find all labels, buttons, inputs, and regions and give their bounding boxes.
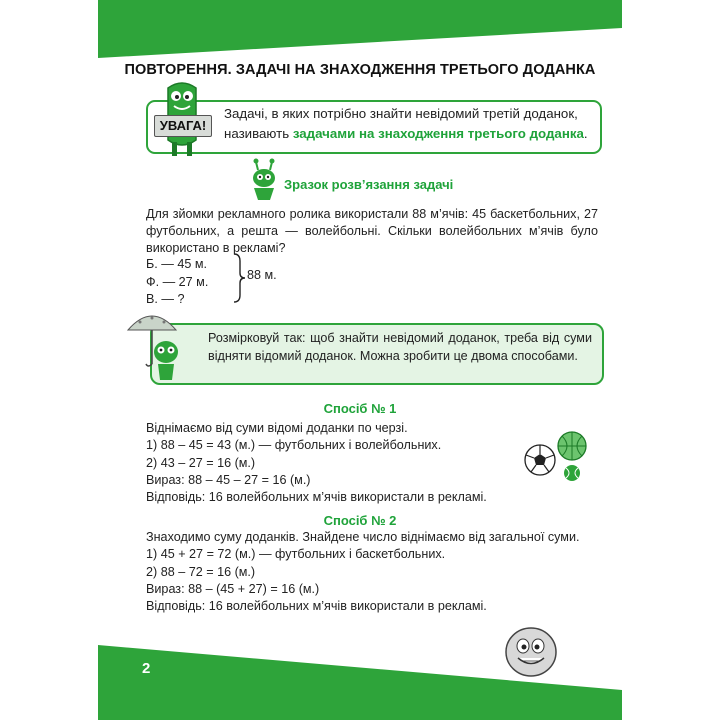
page-number: 2: [142, 660, 151, 677]
page-title: ПОВТОРЕННЯ. ЗАДАЧІ НА ЗНАХОДЖЕННЯ ТРЕТЬОГО ДОДАНКА: [124, 62, 596, 78]
solution-line: 1) 45 + 27 = 72 (м.) — футбольних і баскетбольних.: [146, 547, 446, 562]
mascot-icon: [248, 158, 280, 202]
solution-line: 1) 88 – 45 = 43 (м.) — футбольних і волейбольних.: [146, 438, 442, 453]
sample-title: Зразок розв’язання задачі: [284, 177, 454, 192]
basketball-icon: [558, 432, 586, 460]
short-record-line: Ф. — 27 м.: [146, 274, 209, 289]
short-record-total: 88 м.: [247, 268, 277, 282]
problem-text: Для зйомки рекламного ролика використали 88 м’ячів: 45 баскетбольних, 27 футбольних, а решта — волейбольні. Скільки волейбольних м’ячів було використано в рекламі?: [146, 207, 598, 255]
attention-text: [224, 104, 594, 144]
attention-badge: УВАГА!: [154, 115, 212, 137]
soccer-ball-icon: [525, 445, 555, 475]
attention-text-part: Задачі, в яких потрібно знайти невідомий третій доданок, називають: [224, 106, 578, 141]
solution-line: Вираз: 88 – (45 + 27) = 16 (м.): [146, 581, 320, 596]
solution-line: Віднімаємо від суми відомі доданки по черзі.: [146, 421, 408, 435]
way2-solution: [146, 529, 598, 615]
solution-intro: Знаходимо суму доданків. Знайдене число віднімаємо від загальної суми.: [146, 530, 580, 544]
solution-line: 2) 88 – 72 = 16 (м.): [146, 564, 256, 579]
way1-title: Спосіб № 1: [323, 401, 397, 416]
attention-highlight: задачами на знаходження третього доданка: [292, 126, 584, 141]
attention-text-end: .: [583, 126, 588, 141]
solution-line: Відповідь: 16 волейбольних м’ячів використали в рекламі.: [146, 490, 487, 505]
brace-icon: [232, 253, 246, 303]
smiley-ball-icon: [503, 625, 559, 679]
solution-line: Вираз: 88 – 45 – 27 = 16 (м.): [146, 472, 311, 487]
tennis-ball-icon: [564, 465, 580, 481]
short-record-line: В. — ?: [146, 292, 185, 306]
umbrella-mascot-icon: [126, 308, 186, 388]
top-band: [98, 0, 622, 58]
hint-text: Розмірковуй так: щоб знайти невідомий доданок, треба від суми відняти відомий доданок. Можна зробити це двома способами.: [208, 331, 592, 363]
textbook-page: [98, 0, 622, 720]
solution-line: Відповідь: 16 волейбольних м’ячів використали в рекламі.: [146, 599, 487, 614]
way2-title: Спосіб № 2: [323, 513, 397, 528]
short-record: [146, 256, 208, 309]
way1-solution: [146, 420, 487, 506]
balls-illustration: [522, 430, 592, 490]
solution-line: 2) 43 – 27 = 16 (м.): [146, 455, 256, 470]
short-record-line: Б. — 45 м.: [146, 257, 208, 271]
